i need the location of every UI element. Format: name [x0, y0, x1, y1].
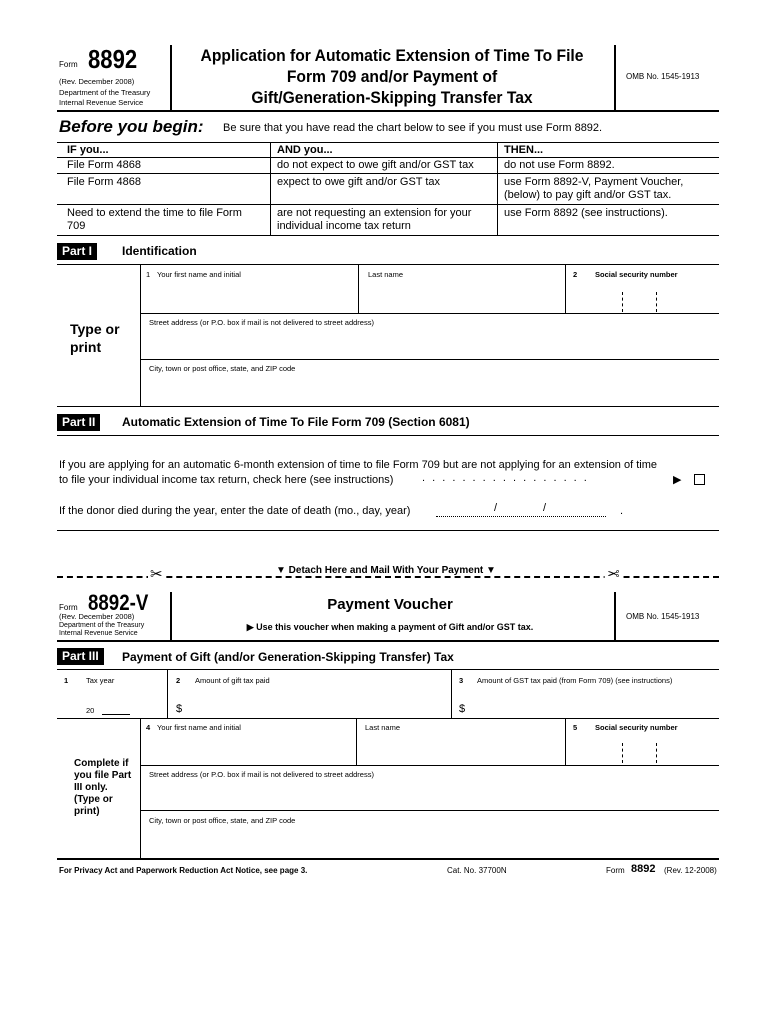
chart-header-and: AND you... [277, 144, 333, 156]
voucher-rev: (Rev. December 2008) [59, 612, 135, 621]
voucher-title: Payment Voucher [327, 596, 453, 613]
line-3-gst-number: 3 [459, 676, 464, 685]
part-1-title: Identification [122, 244, 197, 258]
city-label: City, town or post office, state, and ZIP code [149, 364, 296, 373]
v-first-name-label: Your first name and initial [157, 723, 241, 732]
city-input[interactable] [141, 376, 719, 404]
title-line-2: Form 709 and/or Payment of [286, 67, 498, 86]
chart-row1-then: do not use Form 8892. [504, 159, 615, 171]
extension-checkbox[interactable] [694, 474, 705, 485]
gift-tax-input[interactable] [186, 700, 448, 717]
gift-tax-label: Amount of gift tax paid [195, 676, 270, 685]
detach-text: ▼ Detach Here and Mail With Your Payment ▼ [272, 565, 500, 576]
v-street-input[interactable] [141, 782, 719, 808]
chart-header-then: THEN... [504, 144, 544, 156]
voucher-irs: Internal Revenue Service [59, 630, 138, 637]
part-3-side-label: Complete if you file Part III only. (Type or print) [74, 758, 132, 817]
voucher-subtitle: ▶ Use this voucher when making a payment of Gift and/or GST tax. [246, 622, 534, 632]
line-1-tax-year-number: 1 [64, 676, 69, 685]
last-name-input[interactable] [359, 282, 564, 312]
omb-number: OMB No. 1545-1913 [626, 72, 700, 81]
form-title [170, 45, 614, 108]
line-1-number: 1 [146, 270, 151, 279]
chart-row1-and: do not expect to owe gift and/or GST tax [277, 159, 474, 171]
gift-dollar: $ [176, 703, 183, 715]
line-4-number: 4 [146, 723, 151, 732]
date-slash-1: / [494, 502, 498, 514]
donor-death-text: If the donor died during the year, enter the date of death (mo., day, year) [59, 505, 411, 517]
footer-form-number: 8892 [631, 863, 656, 875]
v-city-input[interactable] [141, 828, 719, 856]
tax-year-input[interactable] [102, 705, 130, 715]
street-input[interactable] [141, 330, 719, 358]
footer-form-word: Form [606, 866, 625, 875]
voucher-form-word: Form [59, 603, 78, 612]
chart-row3-and: are not requesting an extension for your individual income tax return [277, 207, 472, 232]
chart-row3-then: use Form 8892 (see instructions). [504, 207, 668, 219]
part-3-title: Payment of Gift (and/or Generation-Skipping Transfer) Tax [122, 650, 454, 664]
form-dept: Department of the Treasury [59, 88, 151, 97]
ssn-label: Social security number [595, 270, 678, 279]
chart-row2-and: expect to owe gift and/or GST tax [277, 176, 441, 188]
tax-year-prefix: 20 [86, 706, 95, 715]
privacy-notice: For Privacy Act and Paperwork Reduction Act Notice, see page 3. [59, 866, 308, 875]
footer-rev: (Rev. 12-2008) [664, 866, 717, 875]
street-label: Street address (or P.O. box if mail is not delivered to street address) [149, 318, 374, 327]
chart-row1-if: File Form 4868 [67, 159, 141, 171]
arrow-icon: ▶ [673, 474, 682, 486]
line-5-number: 5 [573, 723, 578, 732]
v-ssn-input[interactable] [566, 734, 719, 764]
ssn-input[interactable] [566, 282, 719, 312]
before-text: Be sure that you have read the chart below to see if you must use Form 8892. [223, 122, 603, 134]
line-2-gift-number: 2 [176, 676, 181, 685]
form-number: 8892 [88, 44, 138, 74]
first-name-label: Your first name and initial [157, 270, 241, 279]
cat-number: Cat. No. 37700N [447, 866, 507, 875]
gst-dollar: $ [459, 703, 466, 715]
v-first-name-input[interactable] [141, 734, 355, 764]
gst-tax-label: Amount of GST tax paid (from Form 709) (see instructions) [477, 676, 673, 685]
tax-year-label: Tax year [86, 676, 115, 685]
v-last-name-input[interactable] [357, 734, 564, 764]
v-city-label: City, town or post office, state, and ZIP code [149, 816, 296, 825]
v-street-label: Street address (or P.O. box if mail is not delivered to street address) [149, 770, 374, 779]
voucher-dept: Department of the Treasury [59, 622, 145, 629]
part-2-badge: Part II [57, 414, 100, 431]
part-3-badge: Part III [57, 648, 104, 665]
gst-tax-input[interactable] [469, 700, 719, 717]
first-name-input[interactable] [141, 282, 357, 312]
chart-header-if: IF you... [67, 144, 109, 156]
scissors-icon-right: ✂ [607, 566, 620, 583]
leader-dots: . . . . . . . . . . . . . . . . . [422, 472, 589, 484]
last-name-label: Last name [368, 270, 404, 279]
part-2-text-2: to file your individual income tax return, check here (see instructions) [59, 474, 394, 486]
date-slash-2: / [543, 502, 547, 514]
part-2-text-1: If you are applying for an automatic 6-month extension of time to file Form 709 but are not applying for an extension of time [59, 459, 657, 471]
voucher-omb: OMB No. 1545-1913 [626, 612, 700, 621]
form-irs: Internal Revenue Service [59, 98, 144, 107]
scissors-icon-left: ✂ [150, 566, 163, 583]
part-2-title: Automatic Extension of Time To File Form 709 (Section 6081) [122, 415, 470, 429]
title-line-1: Application for Automatic Extension of Time To File [200, 46, 584, 65]
v-ssn-label: Social security number [595, 723, 678, 732]
part-1-badge: Part I [57, 243, 97, 260]
date-period: . [620, 505, 624, 517]
title-line-3: Gift/Generation-Skipping Transfer Tax [251, 88, 533, 107]
death-date-input[interactable] [436, 503, 606, 517]
form-word: Form [59, 60, 78, 69]
chart-row2-then: use Form 8892-V, Payment Voucher, (below) to pay gift and/or GST tax. [504, 176, 684, 201]
v-last-name-label: Last name [365, 723, 401, 732]
part-1-side-label: Type or print [70, 321, 120, 355]
voucher-form-number: 8892-V [88, 590, 149, 615]
before-heading: Before you begin: [59, 117, 204, 136]
form-rev: (Rev. December 2008) [59, 77, 135, 86]
chart-row3-if: Need to extend the time to file Form 709 [67, 207, 242, 232]
chart-row2-if: File Form 4868 [67, 176, 141, 188]
line-2-number: 2 [573, 270, 578, 279]
